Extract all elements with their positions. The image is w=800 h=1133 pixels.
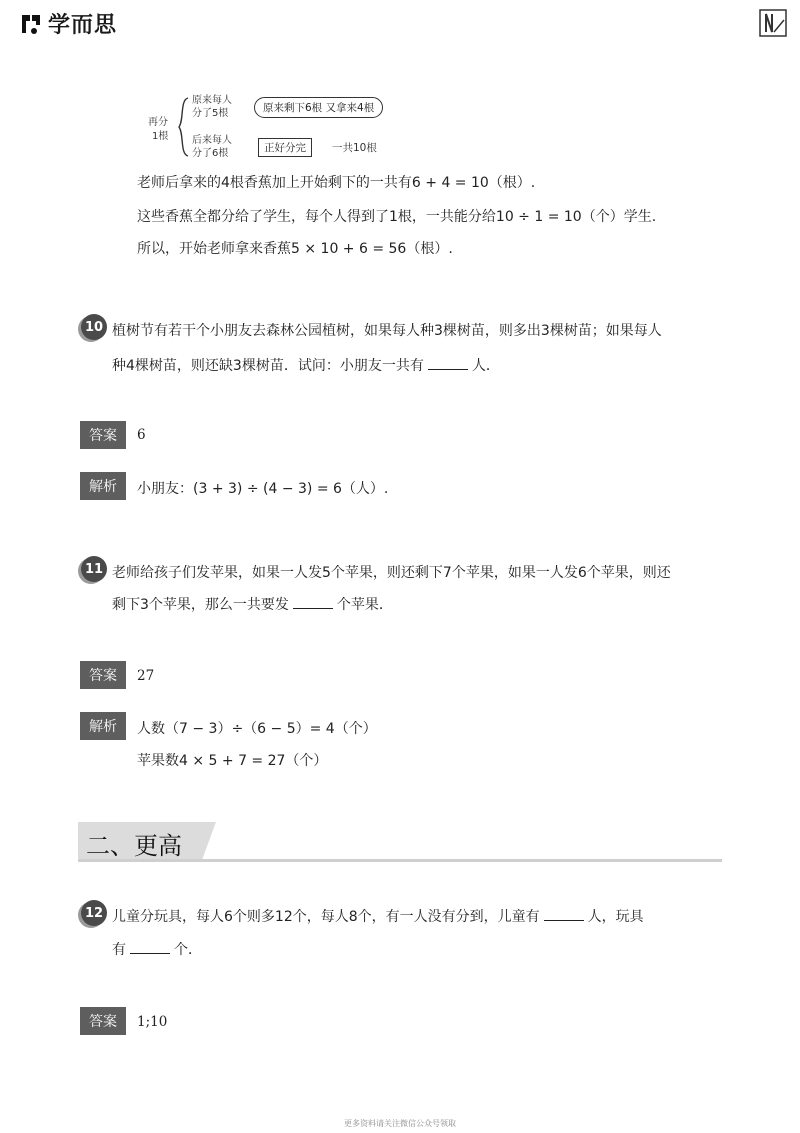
question-12-text-b: 人，玩具 [587, 909, 644, 925]
question-number-badge: 11 [81, 556, 107, 582]
answer-label: 答案 [80, 421, 126, 449]
question-12-text-c: 有 [112, 942, 126, 958]
analysis-text-1: 人数（7 − 3）÷（6 − 5）= 4（个） [137, 721, 377, 737]
solution-line-3: 所以，开始老师拿来香蕉5 × 10 + 6 = 56（根）. [137, 241, 453, 257]
logo-icon [20, 12, 42, 36]
answer-blank [130, 953, 170, 954]
question-11-line-2 [112, 594, 393, 614]
section-title: 二、更高 [86, 832, 182, 860]
analysis-text: 小朋友：(3 + 3) ÷ (4 − 3) = 6（人）. [137, 481, 389, 497]
diagram-yi-gen: 1根 [152, 131, 169, 142]
answer-label: 答案 [80, 661, 126, 689]
question-11-line-1: 老师给孩子们发苹果，如果一人发5个苹果，则还剩下7个苹果，如果一人发6个苹果，则还 [112, 565, 671, 581]
answer-blank [428, 369, 468, 370]
diagram-boxed: 正好分完 [258, 138, 312, 157]
diagram-later-1: 后来每人 [192, 135, 232, 146]
solution-line-1: 老师后拿来的4根香蕉加上开始剩下的一共有6 + 4 = 10（根）. [137, 175, 536, 191]
solution-line-2: 这些香蕉全都分给了学生，每个人得到了1根，一共能分给10 ÷ 1 = 10（个）学生. [137, 209, 657, 225]
diagram-orig-1: 原来每人 [192, 95, 232, 106]
diagram-bubble: 原来剩下6根 又拿来4根 [254, 97, 383, 118]
analysis-label: 解析 [80, 712, 126, 740]
answer-label: 答案 [80, 1007, 126, 1035]
analysis-text-2: 苹果数4 × 5 + 7 = 27（个） [137, 753, 328, 769]
question-12-line-2 [112, 939, 202, 959]
section-header-tab [202, 822, 216, 860]
analysis-label: 解析 [80, 472, 126, 500]
answer-blank [293, 608, 333, 609]
question-11-text-a: 剩下3个苹果，那么一共要发 [112, 597, 289, 613]
question-number-badge: 10 [81, 314, 107, 340]
answer-value: 1;10 [137, 1014, 168, 1030]
question-10-text-b: 人． [471, 358, 500, 374]
question-10-line-1: 植树节有若干个小朋友去森林公园植树，如果每人种3棵树苗，则多出3棵树苗；如果每人 [112, 323, 662, 339]
question-number-badge: 12 [81, 900, 107, 926]
answer-value: 27 [137, 668, 155, 684]
question-10-text-a: 种4棵树苗，则还缺3棵树苗．试问：小朋友一共有 [112, 358, 424, 374]
question-10-line-2 [112, 355, 500, 375]
diagram-re-fen: 再分 [148, 117, 168, 128]
question-12-line-1 [112, 906, 644, 926]
question-12-text-d: 个． [174, 942, 202, 958]
answer-blank [544, 920, 584, 921]
logo-text: 学而思 [48, 13, 118, 38]
answer-value: 6 [137, 427, 146, 443]
diagram-orig-2: 分了5根 [192, 108, 229, 119]
brace-icon [176, 94, 190, 160]
diagram-total: 一共10根 [332, 142, 377, 154]
question-12-text-a: 儿童分玩具，每人6个则多12个，每人8个，有一人没有分到，儿童有 [112, 909, 540, 925]
corner-logo-icon [758, 8, 788, 38]
diagram-later-2: 分了6根 [192, 148, 229, 159]
footer-note: 更多资料请关注微信公众号领取 [344, 1119, 456, 1128]
brand-logo [20, 8, 117, 39]
banana-diagram [148, 94, 400, 160]
question-11-text-b: 个苹果． [336, 597, 393, 613]
